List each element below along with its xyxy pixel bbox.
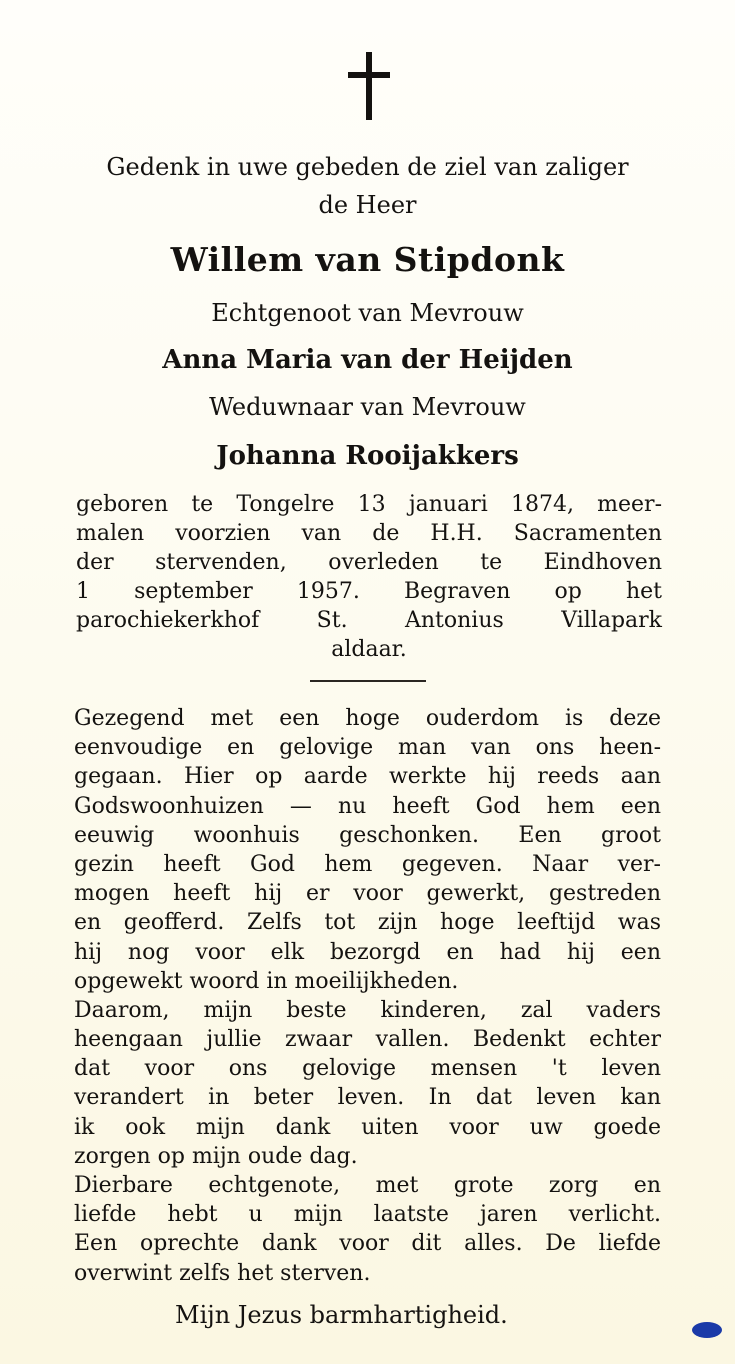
eulogy-line: mogen heeft hij er voor gewerkt, gestreden <box>74 881 661 907</box>
eulogy-line: Daarom, mijn beste kinderen, zal vaders <box>74 997 661 1023</box>
eulogy-line: liefde hebt u mijn laatste jaren verlicht. <box>74 1202 661 1228</box>
eulogy-line: verandert in beter leven. In dat leven kan <box>74 1085 661 1111</box>
eulogy-line: Dierbare echtgenote, met grote zorg en <box>74 1173 661 1198</box>
spouse-label: Echtgenoot van Mevrouw <box>211 299 524 327</box>
widower-label: Weduwnaar van Mevrouw <box>209 393 526 421</box>
eulogy-line: eeuwig woonhuis geschonken. Een groot <box>74 822 661 848</box>
closing-prayer: Mijn Jezus barmhartigheid. <box>175 1301 508 1329</box>
eulogy-line: eenvoudige en gelovige man van ons heen- <box>74 735 661 761</box>
bio-line: parochiekerkhof St. Antonius Villapark <box>76 608 662 633</box>
eulogy-line: gegaan. Hier op aarde werkte hij reeds aan <box>74 764 661 790</box>
bio-line: geboren te Tongelre 13 januari 1874, meer- <box>76 492 662 517</box>
eulogy-line: en geofferd. Zelfs tot zijn hoge leeftijd was <box>74 910 661 936</box>
eulogy-line: zorgen op mijn oude dag. <box>74 1143 358 1169</box>
eulogy-line: heengaan jullie zwaar vallen. Bedenkt echter <box>74 1027 661 1053</box>
bio-line: malen voorzien van de H.H. Sacramenten <box>76 521 662 546</box>
eulogy-line: opgewekt woord in moeilijkheden. <box>74 968 459 994</box>
eulogy-text <box>74 704 661 1288</box>
intro-line-2: de Heer <box>318 191 417 219</box>
eulogy-line: overwint zelfs het sterven. <box>74 1260 371 1286</box>
divider <box>310 680 426 682</box>
intro-line-1: Gedenk in uwe gebeden de ziel van zaliger <box>106 153 629 181</box>
widower-name: Johanna Rooijakkers <box>216 441 519 471</box>
eulogy-line: hij nog voor elk bezorgd en had hij een <box>74 939 661 965</box>
eulogy-line: Een oprechte dank voor dit alles. De liefde <box>74 1231 661 1257</box>
bio-line: 1 september 1957. Begraven op het <box>76 579 662 604</box>
bio-line: aldaar. <box>331 637 407 662</box>
cross-icon <box>348 52 390 122</box>
eulogy-line: Gezegend met een hoge ouderdom is deze <box>74 706 661 731</box>
eulogy-line: Godswoonhuizen — nu heeft God hem een <box>74 793 661 819</box>
ink-stain <box>692 1322 722 1338</box>
biography <box>76 490 662 664</box>
eulogy-line: ik ook mijn dank uiten voor uw goede <box>74 1114 661 1140</box>
eulogy-line: gezin heeft God hem gegeven. Naar ver- <box>74 851 661 877</box>
bio-line: der stervenden, overleden te Eindhoven <box>76 550 662 575</box>
eulogy-line: dat voor ons gelovige mensen 't leven <box>74 1056 661 1082</box>
deceased-name: Willem van Stipdonk <box>170 240 565 279</box>
spouse-name: Anna Maria van der Heijden <box>162 345 573 375</box>
